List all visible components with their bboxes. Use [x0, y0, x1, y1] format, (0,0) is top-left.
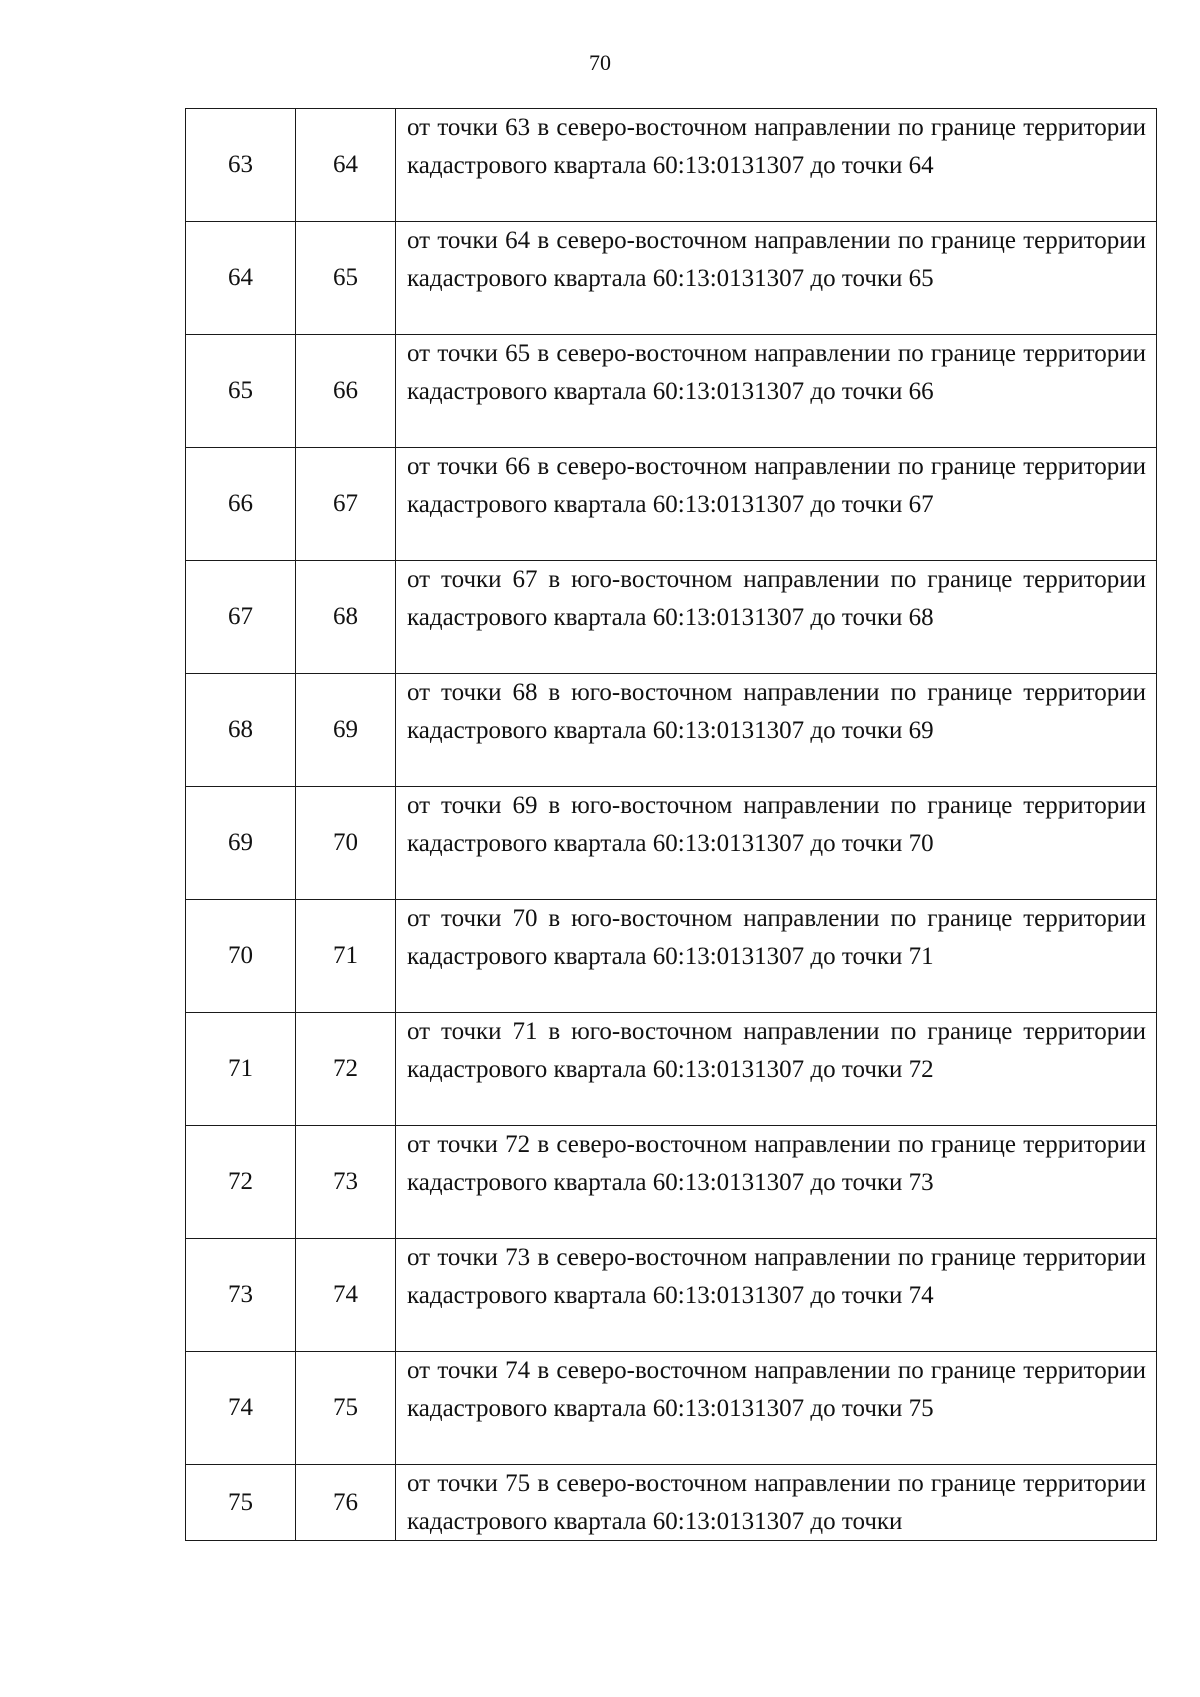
- page-number: 70: [589, 50, 611, 75]
- from-point-cell: 70: [186, 900, 296, 1013]
- table-row: [186, 1126, 1157, 1239]
- description-cell: от точки 63 в северо-восточном направлении по границе территории кадастрового квартала 60:13:0131307 до точки 64: [396, 109, 1157, 222]
- table-row: [186, 900, 1157, 1013]
- to-point-cell: 68: [296, 561, 396, 674]
- table-row: [186, 1013, 1157, 1126]
- from-point-cell: 66: [186, 448, 296, 561]
- description-cell: от точки 65 в северо-восточном направлении по границе территории кадастрового квартала 60:13:0131307 до точки 66: [396, 335, 1157, 448]
- to-point-cell: 67: [296, 448, 396, 561]
- description-cell: от точки 69 в юго-восточном направлении по границе территории кадастрового квартала 60:13:0131307 до точки 70: [396, 787, 1157, 900]
- from-point-cell: 69: [186, 787, 296, 900]
- from-point-cell: 72: [186, 1126, 296, 1239]
- table-row: [186, 109, 1157, 222]
- to-point-cell: 69: [296, 674, 396, 787]
- from-point-cell: 63: [186, 109, 296, 222]
- description-cell: от точки 74 в северо-восточном направлении по границе территории кадастрового квартала 60:13:0131307 до точки 75: [396, 1352, 1157, 1465]
- description-cell: от точки 73 в северо-восточном направлении по границе территории кадастрового квартала 60:13:0131307 до точки 74: [396, 1239, 1157, 1352]
- table-row: [186, 1239, 1157, 1352]
- from-point-cell: 71: [186, 1013, 296, 1126]
- description-cell: от точки 70 в юго-восточном направлении по границе территории кадастрового квартала 60:13:0131307 до точки 71: [396, 900, 1157, 1013]
- description-cell: от точки 66 в северо-восточном направлении по границе территории кадастрового квартала 60:13:0131307 до точки 67: [396, 448, 1157, 561]
- to-point-cell: 73: [296, 1126, 396, 1239]
- description-cell: от точки 71 в юго-восточном направлении по границе территории кадастрового квартала 60:13:0131307 до точки 72: [396, 1013, 1157, 1126]
- from-point-cell: 65: [186, 335, 296, 448]
- to-point-cell: 71: [296, 900, 396, 1013]
- table-row: [186, 448, 1157, 561]
- to-point-cell: 74: [296, 1239, 396, 1352]
- from-point-cell: 73: [186, 1239, 296, 1352]
- table-row: [186, 222, 1157, 335]
- table-row: [186, 787, 1157, 900]
- from-point-cell: 67: [186, 561, 296, 674]
- to-point-cell: 75: [296, 1352, 396, 1465]
- to-point-cell: 66: [296, 335, 396, 448]
- to-point-cell: 76: [296, 1465, 396, 1541]
- from-point-cell: 64: [186, 222, 296, 335]
- description-cell: от точки 72 в северо-восточном направлении по границе территории кадастрового квартала 60:13:0131307 до точки 73: [396, 1126, 1157, 1239]
- to-point-cell: 70: [296, 787, 396, 900]
- from-point-cell: 74: [186, 1352, 296, 1465]
- to-point-cell: 64: [296, 109, 396, 222]
- table-row: [186, 1465, 1157, 1541]
- to-point-cell: 65: [296, 222, 396, 335]
- table-row: [186, 674, 1157, 787]
- from-point-cell: 75: [186, 1465, 296, 1541]
- description-cell: от точки 64 в северо-восточном направлении по границе территории кадастрового квартала 60:13:0131307 до точки 65: [396, 222, 1157, 335]
- table-row: [186, 335, 1157, 448]
- table-row: [186, 1352, 1157, 1465]
- description-cell: от точки 75 в северо-восточном направлении по границе территории кадастрового квартала 60:13:0131307 до точки: [396, 1465, 1157, 1541]
- table-row: [186, 561, 1157, 674]
- description-cell: от точки 68 в юго-восточном направлении по границе территории кадастрового квартала 60:13:0131307 до точки 69: [396, 674, 1157, 787]
- from-point-cell: 68: [186, 674, 296, 787]
- boundary-table: [185, 108, 1157, 1541]
- to-point-cell: 72: [296, 1013, 396, 1126]
- description-cell: от точки 67 в юго-восточном направлении по границе территории кадастрового квартала 60:13:0131307 до точки 68: [396, 561, 1157, 674]
